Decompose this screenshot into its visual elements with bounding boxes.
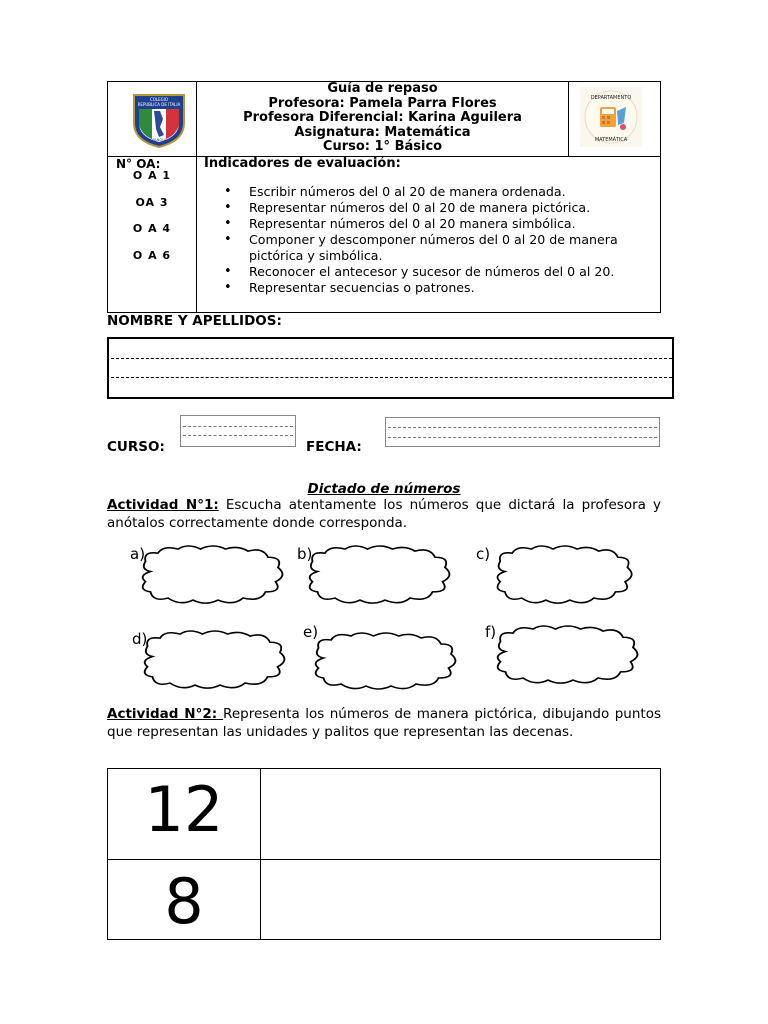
activity-2-text: Representa los números de manera pictórica, dibujando puntos que representan las unidades y palitos que representan las decenas. bbox=[107, 706, 661, 740]
answer-cloud-a[interactable] bbox=[143, 546, 283, 603]
cloud-label-e: e) bbox=[303, 623, 319, 641]
answer-cloud-e[interactable] bbox=[316, 633, 456, 689]
indicator-item: • Representar secuencias o patrones. bbox=[224, 280, 664, 296]
guide-title: Guía de repaso bbox=[327, 81, 438, 96]
activity-2-label: Actividad N°2: bbox=[107, 706, 224, 722]
activity-1-label: Actividad N°1: bbox=[107, 497, 219, 513]
svg-text:MATEMÁTICA: MATEMÁTICA bbox=[594, 137, 628, 143]
activity-2-instructions bbox=[107, 706, 661, 741]
number-8: 8 bbox=[164, 865, 204, 938]
teacher-name: Profesora: Pamela Parra Flores bbox=[268, 95, 497, 111]
answer-cloud-b[interactable] bbox=[310, 546, 450, 603]
answer-cloud-d[interactable] bbox=[145, 631, 285, 688]
indicator-item: • Escribir números del 0 al 20 de manera ordenada. bbox=[224, 184, 664, 200]
cloud-label-b: b) bbox=[297, 545, 313, 563]
drawing-area-8[interactable] bbox=[261, 860, 660, 939]
number-12: 12 bbox=[144, 773, 224, 846]
answer-cloud-c[interactable] bbox=[498, 546, 632, 603]
drawing-area-12[interactable] bbox=[261, 769, 660, 859]
course: Curso: 1° Básico bbox=[322, 139, 443, 155]
indicator-item: • Representar números del 0 al 20 de manera pictórica. bbox=[224, 200, 664, 216]
subject: Asignatura: Matemática bbox=[294, 124, 471, 140]
oa-item: O A 6 bbox=[132, 249, 172, 262]
oa-item: O A 1 bbox=[132, 169, 172, 182]
section-title: Dictado de números bbox=[307, 481, 461, 497]
indicator-item: • Reconocer el antecesor y sucesor de números del 0 al 20. bbox=[224, 264, 664, 280]
differential-teacher: Profesora Diferencial: Karina Aguilera bbox=[243, 110, 522, 126]
oa-item: OA 3 bbox=[135, 196, 169, 209]
oa-item: O A 4 bbox=[132, 222, 172, 235]
course-label: CURSO: bbox=[107, 439, 165, 455]
indicator-item: • Representar números del 0 al 20 manera simbólica. bbox=[224, 216, 664, 232]
oa-heading: N° OA: bbox=[116, 157, 161, 171]
activity-1-text: Escucha atentamente los números que dictará la profesora y anótalos correctamente donde corresponda. bbox=[107, 497, 662, 531]
indicator-item: • Componer y descomponer números del 0 al 20 de manera pictórica y simbólica. bbox=[224, 232, 664, 264]
svg-text:REPUBLICA DE ITALIA: REPUBLICA DE ITALIA bbox=[137, 102, 181, 107]
cloud-label-a: a) bbox=[130, 545, 146, 563]
pictorial-table bbox=[107, 768, 661, 940]
svg-text:DEPARTAMENTO: DEPARTAMENTO bbox=[590, 95, 632, 101]
date-label: FECHA: bbox=[306, 439, 362, 455]
cloud-label-c: c) bbox=[476, 545, 491, 563]
indicators-title: Indicadores de evaluación: bbox=[204, 156, 401, 171]
answer-cloud-f[interactable] bbox=[498, 626, 638, 683]
name-label: NOMBRE Y APELLIDOS: bbox=[107, 313, 282, 329]
svg-text:COLEGIO: COLEGIO bbox=[149, 97, 169, 102]
cloud-label-d: d) bbox=[132, 630, 148, 648]
svg-text:PANGUI: PANGUI bbox=[152, 138, 166, 142]
cloud-label-f: f) bbox=[485, 623, 497, 641]
